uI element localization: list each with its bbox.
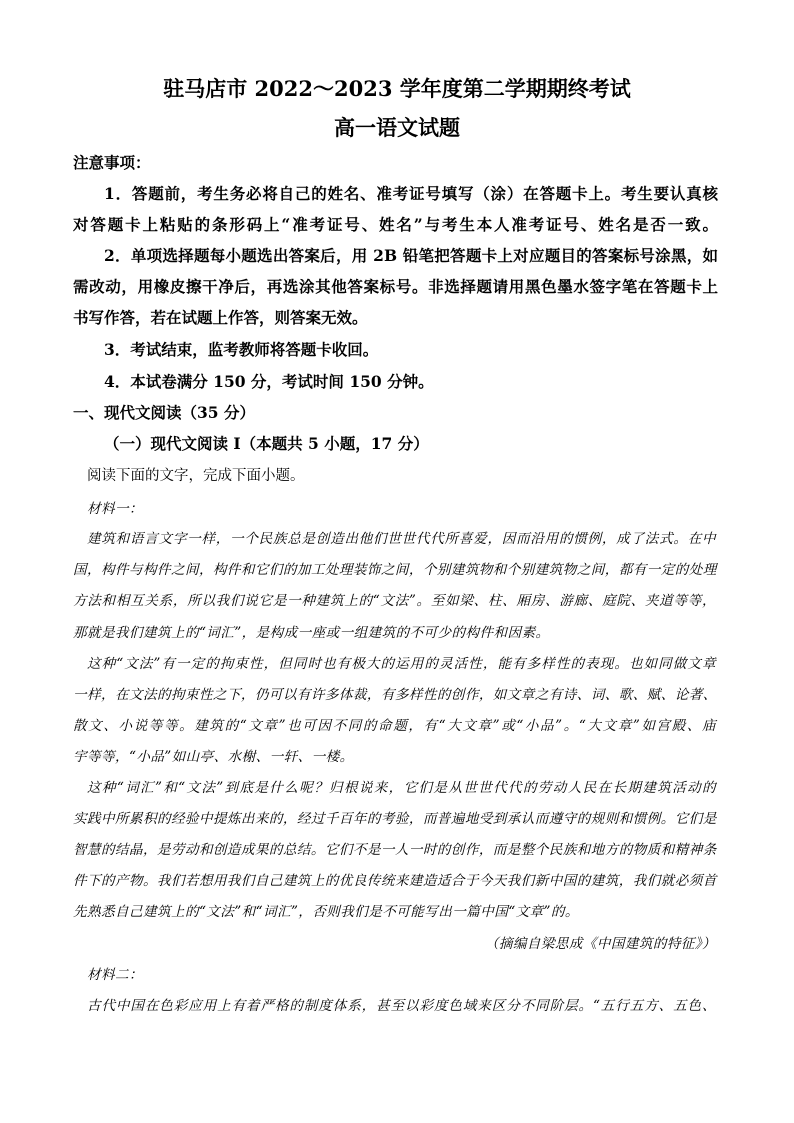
subsection-heading: （一）现代文阅读 I（本题共 5 小题，17 分） (104, 434, 429, 453)
material-1-text: 一样，在文法的拘束性之下，仍可以有许多体裁，有多样性的创作，如文章之有诗、词、歌、赋、论著、 (73, 687, 717, 703)
material-1-text: 建筑和语言文字一样，一个民族总是创造出他们世世代代所喜爱，因而沿用的惯例，成了法式。在中 (87, 531, 716, 547)
material-1-text: 宇等等，“小品”如山亭、水榭、一轩、一楼。 (73, 749, 354, 765)
notice-item-4: 4．本试卷满分 150 分，考试时间 150 分钟。 (104, 372, 434, 391)
material-1-text: 那就是我们建筑上的“词汇”，是构成一座或一组建筑的不可少的构件和因素。 (73, 625, 550, 641)
notice-item-2-end: 书写作答，若在试题上作答，则答案无效。 (73, 308, 368, 327)
material-1-label: 材料一： (87, 501, 143, 517)
material-1-text: 国，构件与构件之间，构件和它们的加工处理装饰之间，个别建筑物和个别建筑物之间，都有一定的处理 (73, 562, 717, 578)
notice-item-3: 3．考试结束，监考教师将答题卡收回。 (104, 340, 379, 359)
material-1-source: （摘编自梁思成《中国建筑的特征》） (484, 936, 716, 952)
exam-title: 驻马店市 2022～2023 学年度第二学期期终考试 (163, 76, 631, 101)
exam-subtitle: 高一语文试题 (334, 115, 460, 140)
reading-instruction: 阅读下面的文字，完成下面小题。 (87, 468, 305, 484)
notice-heading: 注意事项： (73, 153, 151, 172)
section-heading: 一、现代文阅读（35 分） (73, 403, 255, 422)
material-1-text: 这种“词汇”和“文法”到底是什么呢？归根说来，它们是从世世代代的劳动人民在长期建筑活动的 (87, 780, 716, 796)
material-1-text: 智慧的结晶，是劳动和创造成果的总结。它们不是一人一时的创作，而是整个民族和地方的物质和精神条 (73, 842, 717, 858)
material-1-text: 件下的产物。我们若想用我们自己建筑上的优良传统来建造适合于今天我们新中国的建筑，我们就必须首 (73, 873, 717, 889)
material-1-text: 先熟悉自己建筑上的“文法”和“词汇”，否则我们是不可能写出一篇中国“文章”的。 (73, 904, 579, 920)
notice-item-2: 2．单项选择题每小题选出答案后，用 2B 铅笔把答题卡上对应题目的答案标号涂黑，如 (104, 246, 718, 265)
material-1-text: 这种“文法”有一定的拘束性，但同时也有极大的运用的灵活性，能有多样性的表现。也如同做文章 (87, 656, 716, 672)
material-1-text: 实践中所累积的经验中提炼出来的，经过千百年的考验，而普遍地受到承认而遵守的规则和惯例。它们是 (73, 811, 717, 827)
material-1-text: 方法和相互关系，所以我们说它是一种建筑上的“文法”。至如梁、柱、厢房、游廊、庭院、夹道等等， (73, 593, 716, 609)
material-1-text: 散文、小说等等。建筑的“文章”也可因不同的命题，有“大文章”或“小品”。“大文章”如宫殿、庙 (73, 718, 716, 734)
material-2-text: 古代中国在色彩应用上有着严格的制度体系，甚至以彩度色域来区分不同阶层。“五行五方、五色、 (87, 998, 716, 1014)
notice-item-1: 1．答题前，考生务必将自己的姓名、准考证号填写（涂）在答题卡上。考生要认真核 (104, 184, 718, 203)
notice-item-1-cont: 对答题卡上粘贴的条形码上“准考证号、姓名”与考生本人准考证号、姓名是否一致。 (73, 215, 718, 234)
notice-item-2-cont: 需改动，用橡皮擦干净后，再选涂其他答案标号。非选择题请用黑色墨水签字笔在答题卡上 (73, 277, 718, 296)
material-2-label: 材料二： (87, 967, 143, 983)
